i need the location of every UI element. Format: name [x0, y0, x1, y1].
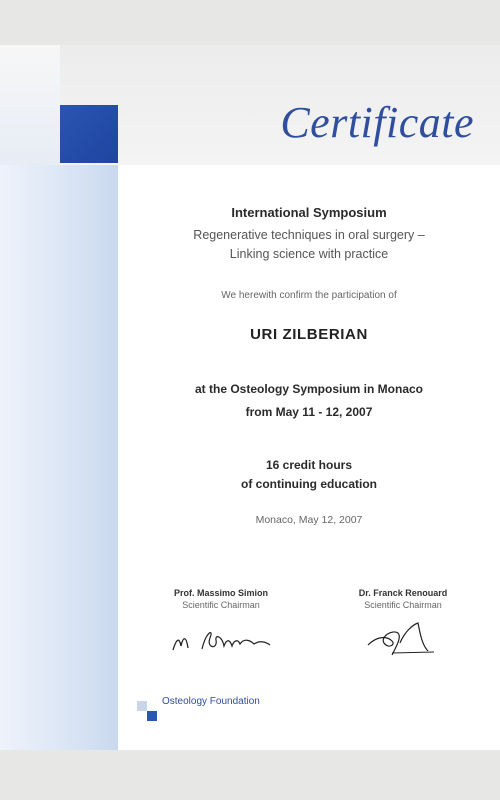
signature-right	[362, 615, 442, 660]
signatory-right-role: Scientific Chairman	[364, 600, 442, 610]
signature-left	[170, 622, 280, 657]
place-and-date: Monaco, May 12, 2007	[255, 514, 363, 526]
credit-hours: 16 credit hours	[265, 458, 353, 472]
certificate-sheet	[0, 45, 500, 750]
symposium-subtitle-line2: Linking science with practice	[229, 247, 389, 261]
symposium-subtitle-line1: Regenerative techniques in oral surgery –	[193, 228, 425, 242]
signatory-right	[338, 588, 468, 610]
event-line1: at the Osteology Symposium in Monaco	[194, 382, 424, 396]
blue-square-decoration	[60, 105, 118, 163]
signatory-left-name: Prof. Massimo Simion	[173, 588, 269, 598]
credit-description: of continuing education	[241, 477, 377, 491]
signatory-left	[156, 588, 286, 610]
symposium-title: International Symposium	[231, 205, 387, 220]
certificate-title: Certificate	[280, 98, 474, 147]
participant-name: URI ZILBERIAN	[250, 326, 368, 343]
signatory-right-name: Dr. Franck Renouard	[358, 588, 448, 598]
signatory-left-role: Scientific Chairman	[182, 600, 260, 610]
confirmation-text: We herewith confirm the participation of	[221, 290, 397, 301]
event-dates: from May 11 - 12, 2007	[245, 405, 373, 419]
foundation-name: Osteology Foundation	[162, 696, 260, 707]
top-left-panel	[0, 45, 60, 165]
